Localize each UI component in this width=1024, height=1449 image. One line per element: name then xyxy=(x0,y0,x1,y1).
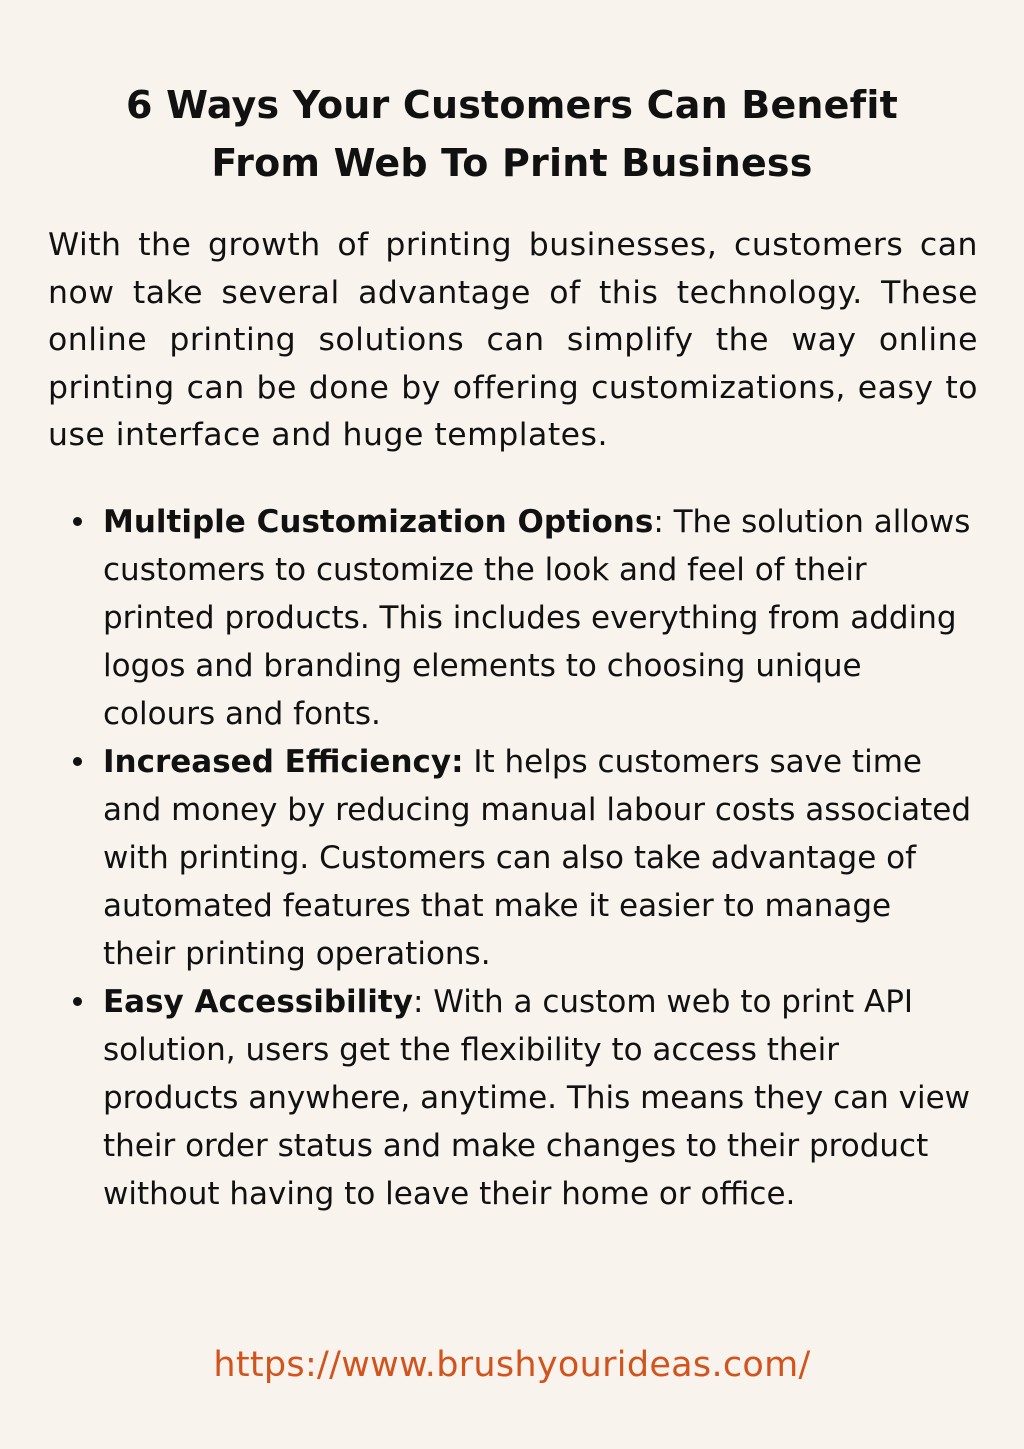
benefit-description: The solution allows customers to customize the look and feel of their printed products. This includes everything from adding logos and branding elements to choosing unique colours and fonts. xyxy=(103,504,971,732)
benefit-term: Easy Accessibility xyxy=(103,984,413,1020)
bullet-icon xyxy=(73,757,82,766)
intro-paragraph: With the growth of printing businesses, customers can now take several advantage of this technology. These online printing solutions can simplify the way online printing can be done by offering customizations, easy to use interface and huge templates. xyxy=(48,227,978,453)
bullet-icon xyxy=(73,997,82,1006)
benefit-item-accessibility xyxy=(103,978,973,1218)
benefit-item-efficiency xyxy=(103,738,973,978)
benefit-term: Increased Efficiency: xyxy=(103,744,464,780)
page-title-line-2: From Web To Print Business xyxy=(211,141,813,185)
bullet-icon xyxy=(73,517,82,526)
benefit-item-customization xyxy=(103,498,973,738)
benefit-description: With a custom web to print API solution, users get the flexibility to access their products anywhere, anytime. This means they can view their order status and make changes to their product without having to leave their home or office. xyxy=(103,984,971,1212)
benefit-list xyxy=(103,498,973,1218)
page-title xyxy=(80,76,944,192)
benefit-separator: : xyxy=(412,984,434,1020)
website-link[interactable]: https://www.brushyourideas.com/ xyxy=(213,1345,811,1385)
page-title-line-1: 6 Ways Your Customers Can Benefit xyxy=(126,83,898,127)
benefit-description: It helps customers save time and money by reducing manual labour costs associated with printing. Customers can also take advantage of automated features that make it easier to manage their printing operations. xyxy=(103,744,972,972)
benefit-term: Multiple Customization Options xyxy=(103,504,654,540)
benefit-separator xyxy=(464,744,474,780)
benefit-separator: : xyxy=(653,504,674,540)
